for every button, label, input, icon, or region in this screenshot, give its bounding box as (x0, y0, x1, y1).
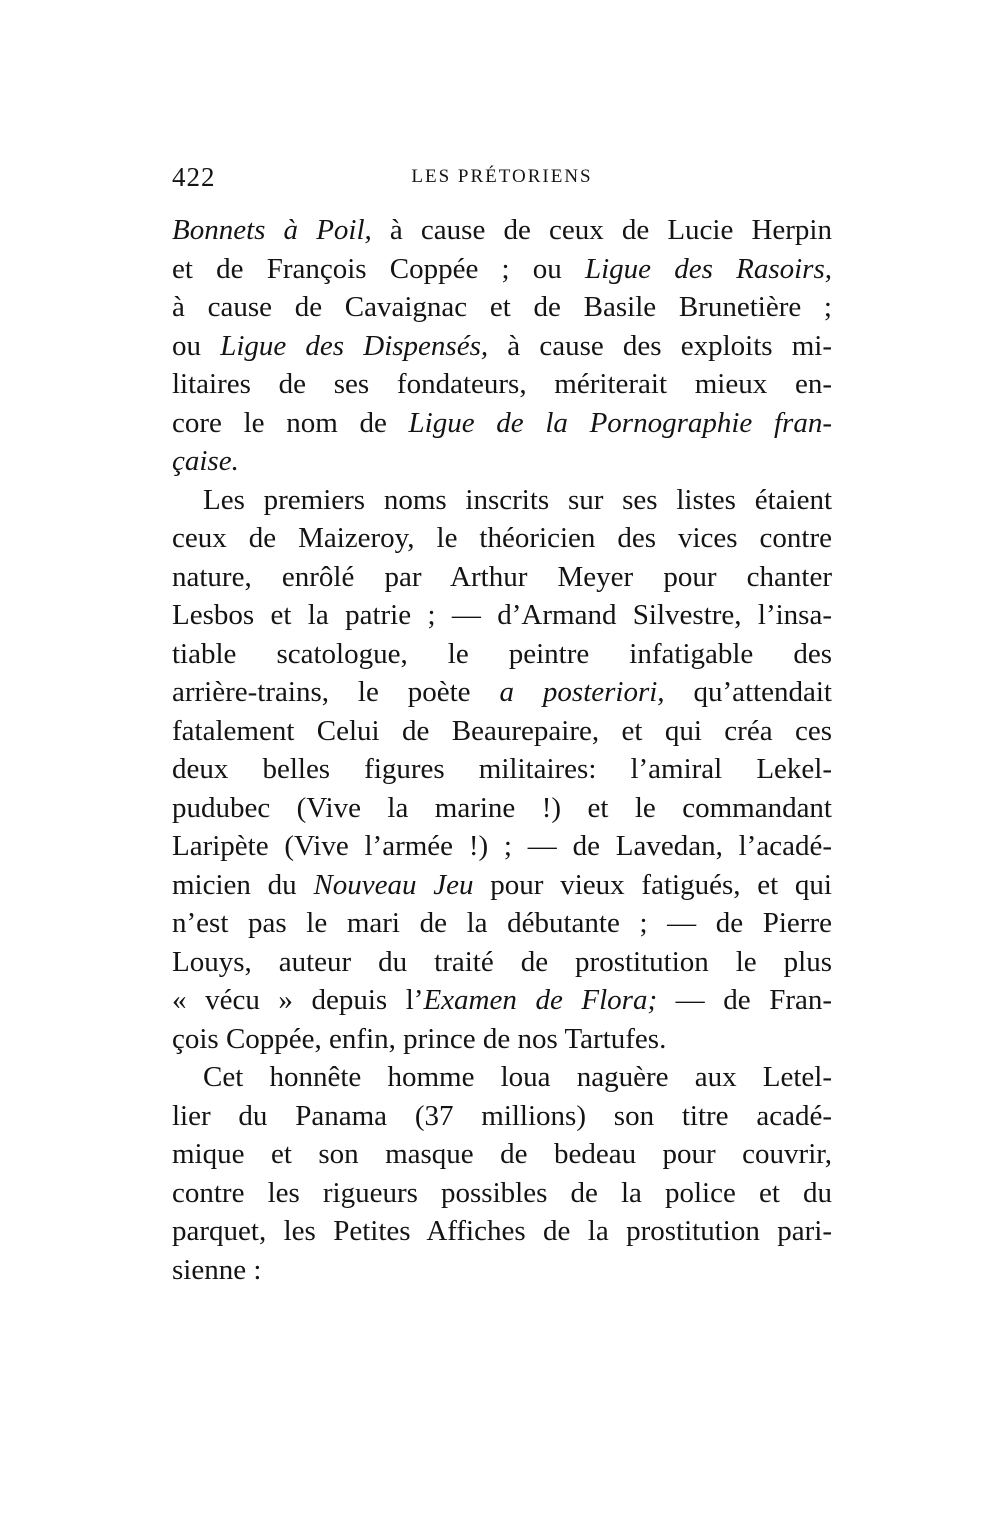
italic-text-segment: Examen de Flora; (423, 984, 658, 1016)
text-segment: Cet honnête homme loua naguère aux Letel- (203, 1061, 832, 1093)
text-segment: arrière-trains, le poète (172, 676, 500, 708)
text-line (172, 1097, 832, 1136)
running-title: LES PRÉTORIENS (411, 166, 593, 187)
text-segment: fatalement Celui de Beaurepaire, et qui créa ces (172, 714, 832, 747)
text-segment: Louys, auteur du traité de prostitution le plus (172, 945, 832, 978)
text-segment: core le nom de (172, 406, 409, 439)
text-segment: mique et son masque de bedeau pour couvrir, (172, 1138, 832, 1170)
text-segment: ceux de Maizeroy, le théoricien des vices contre (172, 522, 832, 554)
text-segment: à cause de Cavaignac et de Basile Brunetière ; (172, 291, 832, 323)
text-segment: Laripète (Vive l’armée !) ; — de Lavedan, l’acadé- (172, 830, 832, 862)
running-head (172, 162, 832, 202)
text-line (172, 442, 832, 481)
text-line (172, 866, 832, 905)
italic-text-segment: Nouveau Jeu (313, 868, 474, 901)
text-line (172, 827, 832, 866)
text-segment: tiable scatologue, le peintre infatigable des (172, 637, 832, 670)
text-line (172, 519, 832, 558)
text-segment: et de François Coppée ; ou (172, 252, 585, 285)
text-segment: sienne : (172, 1253, 262, 1286)
text-segment: pour vieux fatigués, et qui (473, 868, 832, 901)
text-line (172, 1020, 832, 1059)
text-line (172, 1212, 832, 1251)
text-segment: Les premiers noms inscrits sur ses listes étaient (203, 483, 832, 516)
text-line (172, 1174, 832, 1213)
text-line (172, 404, 832, 443)
text-segment: ou (172, 329, 221, 362)
text-line (172, 1135, 832, 1174)
italic-text-segment: Ligue de la Pornographie fran- (408, 406, 832, 439)
text-line (172, 596, 832, 635)
text-segment: qu’attendait (664, 676, 832, 708)
text-line (172, 712, 832, 751)
text-line (172, 558, 832, 597)
text-segment: parquet, les Petites Affiches de la prostitution pari- (172, 1215, 832, 1247)
page-number: 422 (172, 162, 216, 192)
text-segment: lier du Panama (37 millions) son titre acadé- (172, 1099, 832, 1132)
text-segment: « vécu » depuis l’ (172, 984, 424, 1016)
text-line (172, 327, 832, 366)
text-segment: Lesbos et la patrie ; — d’Armand Silvestre, l’insa- (172, 599, 832, 631)
text-line (172, 635, 832, 674)
text-segment: contre les rigueurs possibles de la police et du (172, 1176, 832, 1209)
text-line (172, 481, 832, 520)
text-segment: deux belles figures militaires: l’amiral Lekel- (172, 753, 832, 785)
text-segment: — de Fran- (657, 984, 833, 1016)
text-line (172, 250, 832, 289)
text-line (172, 211, 832, 250)
text-segment: à cause des exploits mi- (488, 329, 833, 362)
italic-text-segment: Ligue des Rasoirs, (585, 252, 832, 285)
text-segment: à cause de ceux de Lucie Herpin (371, 214, 832, 246)
italic-text-segment: Ligue des Dispensés, (220, 329, 489, 362)
text-line (172, 365, 832, 404)
italic-text-segment: Bonnets à Poil, (172, 214, 372, 246)
body-text (172, 211, 832, 1289)
text-line (172, 1058, 832, 1097)
text-segment: nature, enrôlé par Arthur Meyer pour chanter (172, 560, 832, 593)
text-line (172, 1251, 832, 1290)
text-segment: n’est pas le mari de la débutante ; — de Pierre (172, 907, 832, 939)
text-line (172, 789, 832, 828)
text-segment: pudubec (Vive la marine !) et le commandant (172, 791, 832, 824)
text-line (172, 943, 832, 982)
text-segment: micien du (172, 868, 314, 901)
text-line (172, 673, 832, 712)
text-line (172, 288, 832, 327)
text-line (172, 750, 832, 789)
italic-text-segment: çaise. (172, 445, 239, 477)
text-segment: çois Coppée, enfin, prince de nos Tartufes. (172, 1022, 667, 1055)
text-line (172, 904, 832, 943)
italic-text-segment: a posteriori, (499, 676, 665, 708)
text-segment: litaires de ses fondateurs, mériterait mieux en- (172, 368, 832, 400)
text-line (172, 981, 832, 1020)
